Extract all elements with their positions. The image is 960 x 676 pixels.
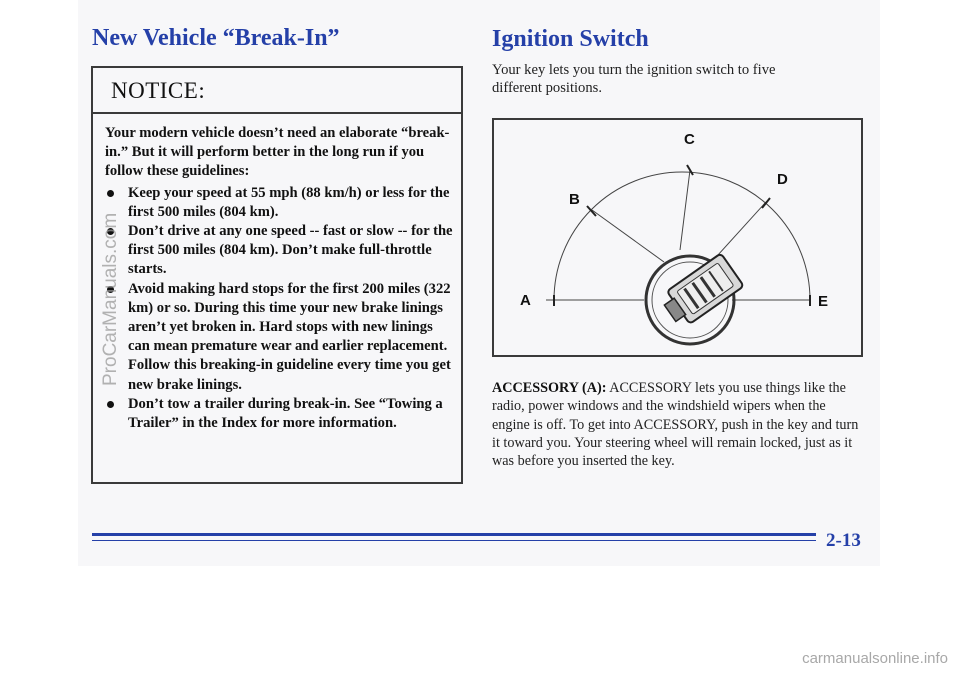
notice-body [105, 124, 453, 433]
notice-bullet-text: Avoid making hard stops for the first 200 miles (322 km) or so. During this time your new brake linings aren’t yet broken in. Hard stops with new linings can mean premature wear and earlier replacement. Follow this breaking-in guideline every time you get new brake linings. [128, 280, 451, 393]
position-label-c: C [684, 131, 695, 148]
accessory-term: ACCESSORY (A): [492, 380, 607, 396]
notice-title: NOTICE: [111, 78, 206, 103]
bullet-icon [107, 401, 114, 408]
footer-rule [92, 533, 816, 536]
leader-line-b [592, 210, 664, 262]
bottom-watermark: carmanualsonline.info [802, 650, 948, 667]
position-label-e: E [818, 293, 829, 310]
break-in-heading: New Vehicle “Break-In” [92, 25, 340, 51]
accessory-paragraph [492, 379, 860, 470]
notice-bullet-text: Keep your speed at 55 mph (88 km/h) or less for the first 500 miles (804 km). [128, 184, 450, 220]
notice-title-bar [93, 68, 461, 114]
notice-bullet-text: Don’t drive at any one speed -- fast or slow -- for the first 500 miles (804 km). Don’t make full-throttle starts. [128, 223, 453, 278]
notice-bullet-item [105, 222, 453, 280]
ignition-switch-heading: Ignition Switch [492, 26, 649, 52]
side-watermark: ProCarManuals.com [100, 212, 121, 386]
notice-bullet-item [105, 280, 453, 395]
ignition-switch-figure [492, 118, 863, 357]
notice-bullet-text: Don’t tow a trailer during break-in. See “Towing a Trailer” in the Index for more information. [128, 395, 443, 432]
notice-bullet-item [105, 395, 453, 433]
leader-line-c [680, 170, 690, 250]
position-label-d: D [777, 171, 788, 188]
page-number: 2-13 [826, 530, 861, 551]
footer-rule-thin [92, 540, 816, 541]
position-label-a: A [520, 292, 531, 309]
notice-intro: Your modern vehicle doesn’t need an elaborate “break-in.” But it will perform better in the long run if you follow these guidelines: [105, 125, 450, 180]
bullet-icon [107, 190, 114, 197]
notice-bullet-list [105, 184, 453, 434]
position-label-b: B [569, 191, 580, 208]
accessory-text: ACCESSORY lets you use things like the radio, power windows and the windshield wipers when the engine is off. To get into ACCESSORY, push in the key and turn it toward you. Your steering wheel will remain locked, just as it was before you inserted the key. [492, 380, 859, 470]
ignition-intro: Your key lets you turn the ignition switch to five different positions. [492, 62, 776, 96]
notice-bullet-item [105, 184, 453, 222]
ignition-diagram [494, 120, 861, 355]
notice-box [91, 66, 463, 484]
